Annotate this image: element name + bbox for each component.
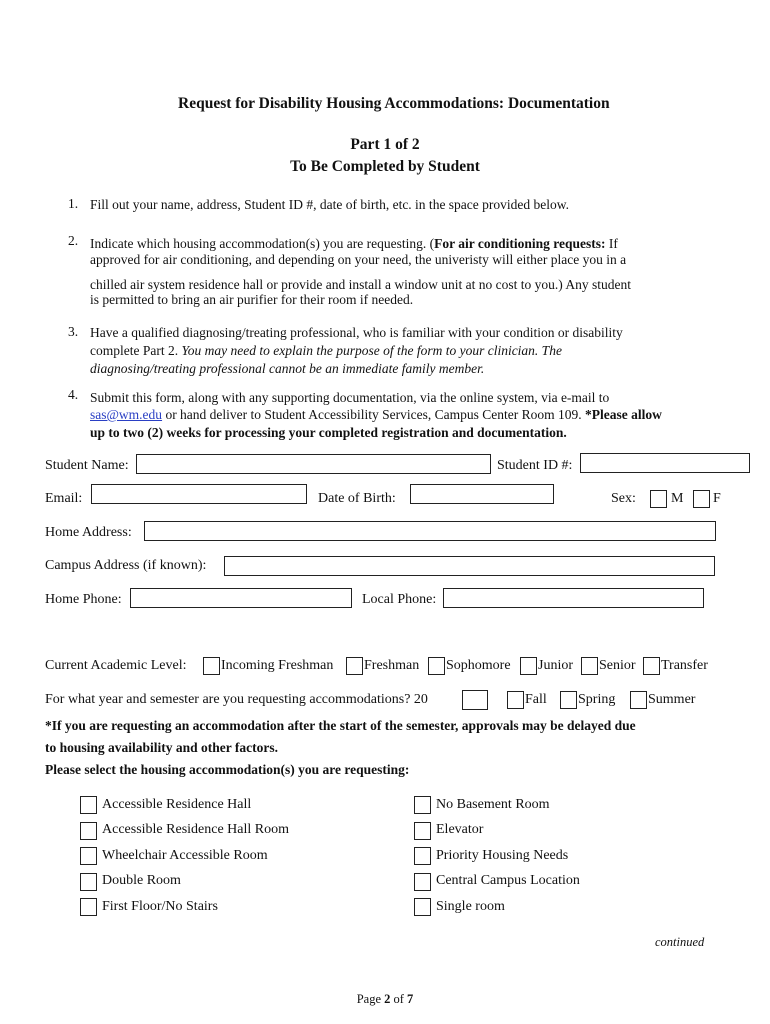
instruction-3-line-1: Have a qualified diagnosing/treating professional, who is familiar with your condition or disability — [90, 325, 623, 340]
accessible-residence-hall-room-checkbox[interactable] — [80, 822, 97, 840]
home-address-field[interactable] — [144, 521, 716, 541]
instruction-2-line-3: chilled air system residence hall or provide and install a window unit at no cost to you.) Any student — [90, 277, 632, 292]
year-field[interactable] — [462, 690, 488, 710]
select-accommodations-label: Please select the housing accommodation(s) you are requesting: — [45, 762, 410, 777]
page-title: Request for Disability Housing Accommodations: Documentation — [178, 95, 610, 112]
accessible-residence-hall-label: Accessible Residence Hall — [102, 797, 252, 812]
single-room-checkbox[interactable] — [414, 898, 431, 916]
freshman-checkbox[interactable] — [346, 657, 363, 675]
student-id-field[interactable] — [580, 453, 750, 473]
instruction-4-line-2: sas@wm.edu or hand deliver to Student Accessibility Services, Campus Center Room 109. *Please allow — [90, 407, 662, 422]
senior-label: Senior — [599, 658, 636, 673]
home-phone-label: Home Phone: — [45, 592, 122, 607]
instruction-2-number: 2. — [68, 233, 79, 248]
student-name-label: Student Name: — [45, 458, 129, 473]
instruction-4-line-1: Submit this form, along with any supporting documentation, via the online system, via e-mail to — [90, 390, 610, 405]
first-floor-label: First Floor/No Stairs — [102, 899, 218, 914]
no-basement-room-checkbox[interactable] — [414, 796, 431, 814]
instruction-2-line-1: Indicate which housing accommodation(s) you are requesting. (For air conditioning requests: If — [90, 236, 618, 251]
instruction-3-number: 3. — [68, 324, 79, 339]
elevator-label: Elevator — [436, 822, 484, 837]
spring-checkbox[interactable] — [560, 691, 577, 709]
home-address-label: Home Address: — [45, 525, 132, 540]
fall-checkbox[interactable] — [507, 691, 524, 709]
elevator-checkbox[interactable] — [414, 822, 431, 840]
wheelchair-accessible-room-label: Wheelchair Accessible Room — [102, 848, 268, 863]
sex-m-checkbox[interactable] — [650, 490, 667, 508]
instruction-4-line-3: up to two (2) weeks for processing your completed registration and documentation. — [90, 425, 567, 440]
instruction-3-line-2: complete Part 2. You may need to explain the purpose of the form to your clinician. The — [90, 343, 562, 358]
continued-note: continued — [655, 935, 705, 949]
sex-label: Sex: — [611, 491, 636, 506]
incoming-freshman-label: Incoming Freshman — [221, 658, 334, 673]
transfer-label: Transfer — [661, 658, 708, 673]
academic-level-label: Current Academic Level: — [45, 658, 187, 673]
central-campus-location-checkbox[interactable] — [414, 873, 431, 891]
instruction-3-line-3: diagnosing/treating professional cannot be an immediate family member. — [90, 361, 485, 376]
home-phone-field[interactable] — [130, 588, 352, 608]
email-field[interactable] — [91, 484, 307, 504]
freshman-label: Freshman — [364, 658, 420, 673]
sophomore-checkbox[interactable] — [428, 657, 445, 675]
campus-address-label: Campus Address (if known): — [45, 558, 207, 573]
instruction-2-line-4: is permitted to bring an air purifier for their room if needed. — [90, 292, 414, 307]
summer-checkbox[interactable] — [630, 691, 647, 709]
instruction-4-number: 4. — [68, 387, 79, 402]
year-question-label: For what year and semester are you requesting accommodations? 20 — [45, 692, 428, 707]
instruction-1-number: 1. — [68, 196, 79, 211]
wheelchair-accessible-room-checkbox[interactable] — [80, 847, 97, 865]
no-basement-room-label: No Basement Room — [436, 797, 550, 812]
instruction-1-text: Fill out your name, address, Student ID #, date of birth, etc. in the space provided below. — [90, 197, 570, 212]
page-number: Page 2 of 7 — [356, 992, 414, 1006]
first-floor-checkbox[interactable] — [80, 898, 97, 916]
sex-f-label: F — [713, 491, 721, 506]
double-room-checkbox[interactable] — [80, 873, 97, 891]
junior-label: Junior — [538, 658, 573, 673]
delay-note-line-1: *If you are requesting an accommodation after the start of the semester, approvals may be delayed due — [45, 718, 636, 733]
double-room-label: Double Room — [102, 873, 181, 888]
accessible-residence-hall-checkbox[interactable] — [80, 796, 97, 814]
dob-field[interactable] — [410, 484, 554, 504]
central-campus-location-label: Central Campus Location — [436, 873, 580, 888]
delay-note-line-2: to housing availability and other factors. — [45, 740, 279, 755]
sex-m-label: M — [671, 491, 684, 506]
transfer-checkbox[interactable] — [643, 657, 660, 675]
incoming-freshman-checkbox[interactable] — [203, 657, 220, 675]
sex-f-checkbox[interactable] — [693, 490, 710, 508]
student-name-field[interactable] — [136, 454, 491, 474]
subtitle: To Be Completed by Student — [290, 158, 480, 175]
fall-label: Fall — [525, 692, 547, 707]
instruction-2-line-2: approved for air conditioning, and depending on your need, the univeristy will either place you in a — [90, 252, 627, 267]
student-id-label: Student ID #: — [497, 458, 573, 473]
local-phone-label: Local Phone: — [362, 592, 437, 607]
campus-address-field[interactable] — [224, 556, 715, 576]
sophomore-label: Sophomore — [446, 658, 511, 673]
email-link[interactable]: sas@wm.edu — [90, 407, 163, 422]
accessible-residence-hall-room-label: Accessible Residence Hall Room — [102, 822, 290, 837]
email-label: Email: — [45, 491, 83, 506]
part-label: Part 1 of 2 — [350, 136, 420, 153]
single-room-label: Single room — [436, 899, 505, 914]
dob-label: Date of Birth: — [318, 491, 396, 506]
spring-label: Spring — [578, 692, 616, 707]
priority-housing-needs-label: Priority Housing Needs — [436, 848, 569, 863]
priority-housing-needs-checkbox[interactable] — [414, 847, 431, 865]
junior-checkbox[interactable] — [520, 657, 537, 675]
senior-checkbox[interactable] — [581, 657, 598, 675]
local-phone-field[interactable] — [443, 588, 704, 608]
summer-label: Summer — [648, 692, 696, 707]
